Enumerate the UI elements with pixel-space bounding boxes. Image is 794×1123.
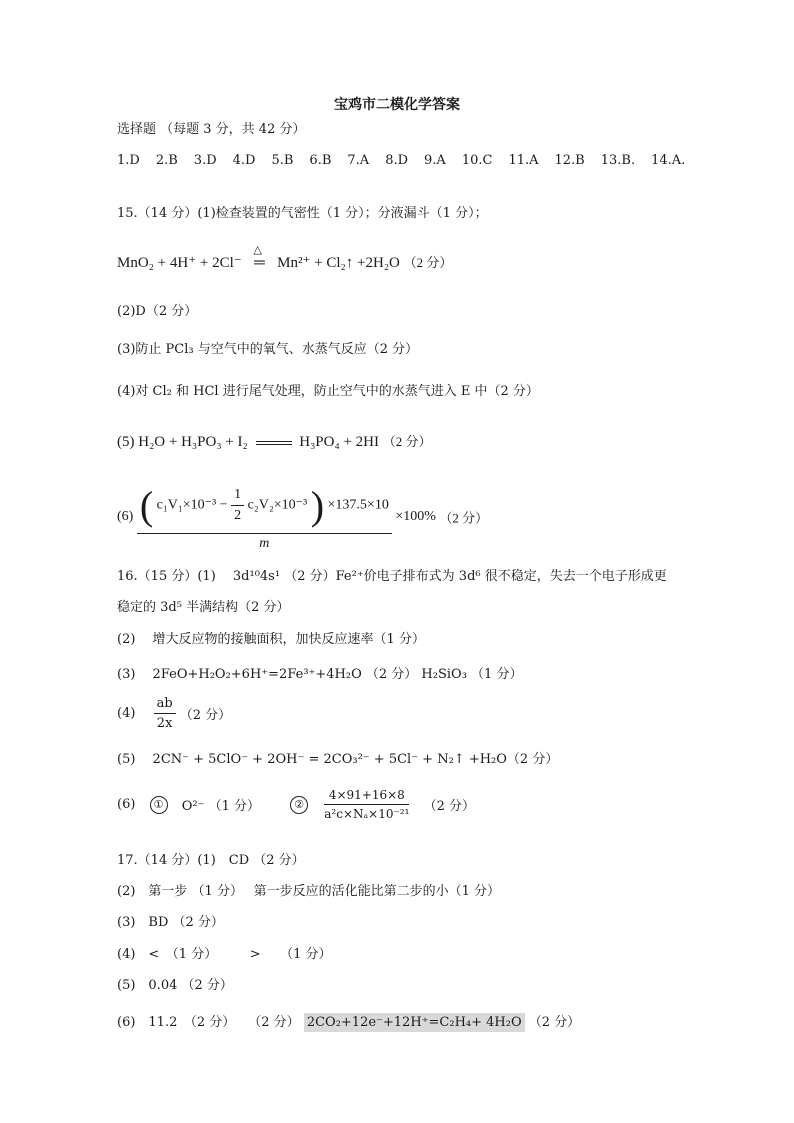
q16-part4 xyxy=(117,696,231,731)
q15-part5 xyxy=(117,431,432,451)
q16-part1a: 16.（15 分）(1) 3d¹⁰4s¹ （2 分）Fe²⁺价电子排布式为 3d⁶ 很不稳定，失去一个电子形成更 xyxy=(117,569,667,584)
mcq-answer: 4.D xyxy=(232,153,256,168)
mcq-header: 选择题 （每题 3 分，共 42 分） xyxy=(117,122,306,137)
mcq-answer: 13.B. xyxy=(600,153,636,168)
mcq-answer: 11.A xyxy=(508,153,539,168)
p6-tail: ×100% xyxy=(395,509,436,524)
mcq-answer: 3.D xyxy=(193,153,217,168)
p6-score: （2 分） xyxy=(439,510,489,526)
q17-part5: (5) 0.04 （2 分） xyxy=(117,978,233,993)
q16-part2: (2) 增大反应物的接触面积，加快反应速率（1 分） xyxy=(117,632,425,647)
p6-factor: ×137.5×10 xyxy=(327,497,389,513)
p6-score: （2 分） xyxy=(528,1015,581,1030)
half-fraction: $\frac{1}{2}$ xyxy=(231,487,244,524)
mcq-answer: 12.B xyxy=(554,153,585,168)
q16-part5: (5) 2CN⁻ + 5ClO⁻ + 2OH⁻ = 2CO₃²⁻ + 5Cl⁻ + N₂↑ +H₂O（2 分） xyxy=(117,752,559,767)
p6-denominator: m xyxy=(259,536,270,551)
mcq-answer: 1.D xyxy=(117,153,140,168)
mcq-answers xyxy=(117,153,701,168)
circle-one: ① xyxy=(150,796,168,814)
q17-part6 xyxy=(117,1011,580,1030)
q17-part4: (4) < （1 分） > （1 分） xyxy=(117,947,332,962)
p6-highlighted-equation: 2CO₂+12e⁻+12H⁺=C₂H₄+ 4H₂O xyxy=(304,1013,525,1032)
page-title: 宝鸡市二模化学答案 xyxy=(334,97,460,113)
mcq-answer: 2.B xyxy=(155,153,178,168)
p4-label: (4) xyxy=(117,706,136,721)
q15-intro: 15.（14 分）(1)检查装置的气密性（1 分）；分液漏斗（1 分）； xyxy=(117,206,488,221)
q17-part2: (2) 第一步 （1 分） 第一步反应的活化能比第二步的小（1 分） xyxy=(117,884,500,899)
mcq-answer: 6.B xyxy=(309,153,332,168)
q17-part3: (3) BD （2 分） xyxy=(117,915,224,930)
p6-prefix: (6) 11.2 （2 分） （2 分） xyxy=(117,1015,300,1030)
mcq-answer: 10.C xyxy=(461,153,493,168)
p6-score: （2 分） xyxy=(423,799,475,814)
eq1-rhs: Mn²⁺ + Cl₂↑ +2H₂O xyxy=(277,255,400,271)
p6-label: (6) xyxy=(117,509,134,524)
q16-part6 xyxy=(117,788,475,821)
eq1-lhs: MnO₂ + 4H⁺ + 2Cl⁻ xyxy=(117,255,242,271)
eq1-score: （2 分） xyxy=(403,255,453,270)
q15-part3: (3)防止 PCl₃ 与空气中的氧气、水蒸气反应（2 分） xyxy=(117,342,419,357)
mcq-answer: 5.B xyxy=(271,153,294,168)
q17-part1: 17.（14 分）(1) CD （2 分） xyxy=(117,853,305,868)
mcq-answer: 9.A xyxy=(424,153,446,168)
p5-lhs: (5) H₂O + H₃PO₃ + I₂ xyxy=(117,434,248,450)
mcq-answer: 8.D xyxy=(385,153,409,168)
equals-sign xyxy=(256,441,292,445)
q15-part2: (2)D（2 分） xyxy=(117,304,198,319)
p5-score: （2 分） xyxy=(382,434,432,449)
p5-rhs: H₃PO₄ + 2HI xyxy=(299,434,380,450)
p6-label: (6) xyxy=(117,797,136,812)
circle-two: ② xyxy=(290,796,308,814)
mcq-answer: 7.A xyxy=(347,153,370,168)
left-paren: ( xyxy=(139,483,154,528)
p6-density-fraction: $\frac{4\times 91+16\times 8}{\text{a²c×Nₐ×10⁻²¹}}$ xyxy=(324,788,410,821)
p4-fraction: $\frac{ab}{2x}$ xyxy=(154,696,176,731)
p6-term2: c₂V₂×10⁻³ xyxy=(247,497,308,513)
p6-ion: O²⁻ （1 分） xyxy=(181,799,260,814)
q15-equation-1 xyxy=(117,244,453,272)
p4-score: （2 分） xyxy=(179,708,232,723)
eq1-condition: △ ═ xyxy=(253,244,265,271)
p6-fraction xyxy=(137,482,392,552)
q16-part1b: 稳定的 3d⁵ 半满结构（2 分） xyxy=(117,600,290,615)
p6-term1: c₁V₁×10⁻³ − xyxy=(156,497,228,513)
right-paren: ) xyxy=(310,483,325,528)
mcq-answer: 14.A. xyxy=(651,153,686,168)
q15-part4: (4)对 Cl₂ 和 HCl 进行尾气处理，防止空气中的水蒸气进入 E 中（2 分） xyxy=(117,384,539,399)
q16-part3: (3) 2FeO+H₂O₂+6H⁺=2Fe³⁺+4H₂O （2 分） H₂SiO₃ （1 分） xyxy=(117,667,523,682)
q15-part6 xyxy=(117,482,488,552)
